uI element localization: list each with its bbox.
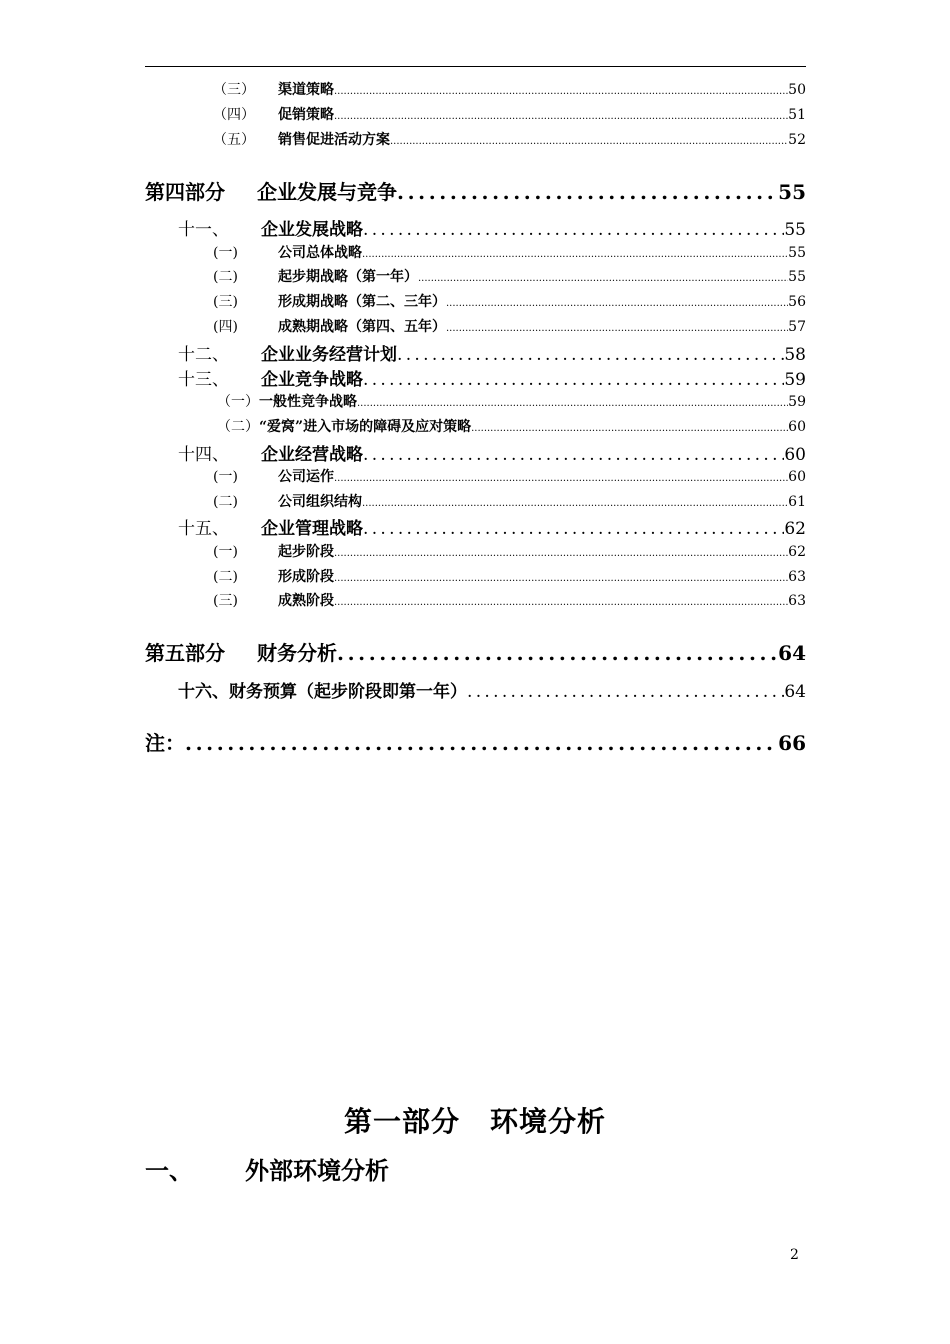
- toc-entry-page: 55: [788, 245, 806, 261]
- toc-entry-page: 56: [788, 294, 806, 310]
- toc-entry-number: (二): [213, 494, 238, 510]
- toc-entry-number: （二）: [217, 419, 259, 435]
- toc-entry-page: 60: [788, 469, 806, 485]
- toc-entry-number: 十四、: [178, 445, 229, 465]
- toc-entry[interactable]: [145, 291, 806, 311]
- toc-entry[interactable]: [145, 242, 806, 262]
- toc-entry-number: (一): [213, 245, 238, 261]
- toc-entry-page: 58: [784, 345, 806, 365]
- toc-entry-page: 59: [788, 394, 806, 410]
- toc-dot-leader: [446, 323, 788, 334]
- toc-dot-leader: [337, 641, 778, 665]
- toc-dot-leader: [334, 597, 788, 608]
- toc-entry-page: 51: [788, 107, 806, 123]
- toc-entry-title: 公司运作: [278, 469, 334, 485]
- toc-entry-title: 企业竞争战略: [261, 370, 363, 390]
- toc-chapter-entry[interactable]: [145, 514, 806, 539]
- toc-entry-number: 十五、: [178, 519, 229, 539]
- toc-entry-page: 55: [788, 269, 806, 285]
- toc-entry-number: (一): [213, 469, 238, 485]
- toc-dot-leader: [446, 298, 788, 309]
- toc-dot-leader: [363, 370, 784, 390]
- toc-entry-page: 62: [784, 519, 806, 539]
- toc-entry-page: 60: [784, 445, 806, 465]
- toc-entry-page: 59: [784, 370, 806, 390]
- toc-entry-number: 十二、: [178, 345, 229, 365]
- toc-entry-title: 公司总体战略: [278, 245, 362, 261]
- toc-dot-leader: [362, 498, 788, 509]
- part-heading: [0, 1100, 950, 1140]
- toc-part-entry[interactable]: [145, 176, 806, 202]
- toc-entry-title: 起步阶段: [278, 544, 334, 560]
- chapter-heading: [145, 1151, 389, 1186]
- toc-entry-title: 十六、财务预算（起步阶段即第一年）: [178, 682, 467, 702]
- toc-entry-page: 60: [788, 419, 806, 435]
- toc-entry[interactable]: [145, 590, 806, 610]
- toc-entry-number: (三): [213, 294, 238, 310]
- part-heading-title: 环境分析: [490, 1105, 607, 1138]
- toc-entry-number: (一): [213, 544, 238, 560]
- toc-entry[interactable]: [145, 391, 806, 411]
- toc-chapter-entry[interactable]: [145, 440, 806, 465]
- toc-dot-leader: [185, 731, 778, 755]
- toc-dot-leader: [334, 548, 788, 559]
- toc-entry-title: 一般性竞争战略: [259, 394, 357, 410]
- toc-entry-number: (三): [213, 593, 238, 609]
- toc-entry-page: 55: [778, 180, 806, 204]
- toc-entry-title: 财务分析: [257, 641, 337, 665]
- part-heading-number: 第一部分: [343, 1105, 460, 1138]
- toc-entry-title: 形成期战略（第二、三年）: [278, 294, 446, 310]
- toc-entry-title: 公司组织结构: [278, 494, 362, 510]
- toc-dot-leader: [334, 86, 788, 97]
- toc-entry-number: （三）: [213, 82, 255, 98]
- toc-dot-leader: [363, 220, 784, 240]
- toc-dot-leader: [363, 445, 784, 465]
- toc-entry-title: 注：: [145, 731, 185, 755]
- toc-dot-leader: [334, 573, 788, 584]
- toc-entry-page: 63: [788, 593, 806, 609]
- toc-entry-title: 企业管理战略: [261, 519, 363, 539]
- toc-entry[interactable]: [145, 466, 806, 486]
- toc-chapter-entry[interactable]: [145, 215, 806, 240]
- toc-entry-title: “爱窝”进入市场的障碍及应对策略: [259, 419, 472, 435]
- header-rule: [145, 66, 806, 67]
- toc-dot-leader: [397, 345, 784, 365]
- toc-entry-number: （四）: [213, 107, 255, 123]
- toc-part-entry[interactable]: [145, 637, 806, 663]
- toc-entry-page: 63: [788, 569, 806, 585]
- toc-entry[interactable]: [145, 416, 806, 436]
- toc-dot-leader: [334, 111, 788, 122]
- toc-entry-number: (二): [213, 569, 238, 585]
- toc-dot-leader: [397, 180, 778, 204]
- toc-entry-title: 形成阶段: [278, 569, 334, 585]
- toc-dot-leader: [471, 423, 788, 434]
- toc-entry-page: 52: [788, 132, 806, 148]
- toc-entry-title: 企业经营战略: [261, 445, 363, 465]
- toc-entry[interactable]: [145, 129, 806, 149]
- toc-entry-number: 十三、: [178, 370, 229, 390]
- toc-entry[interactable]: [145, 491, 806, 511]
- toc-entry[interactable]: [145, 266, 806, 286]
- toc-entry-page: 50: [788, 82, 806, 98]
- toc-entry-title: 企业发展战略: [261, 220, 363, 240]
- toc-dot-leader: [363, 519, 784, 539]
- toc-dot-leader: [467, 682, 784, 702]
- toc-entry-number: 第五部分: [145, 641, 225, 665]
- chapter-heading-number: 一、: [145, 1156, 193, 1185]
- toc-dot-leader: [334, 473, 788, 484]
- toc-dot-leader: [390, 136, 788, 147]
- toc-entry-title: 成熟期战略（第四、五年）: [278, 319, 446, 335]
- toc-chapter-entry[interactable]: [145, 340, 806, 365]
- toc-entry[interactable]: [145, 104, 806, 124]
- toc-entry-title: 企业业务经营计划: [261, 345, 397, 365]
- toc-entry-page: 62: [788, 544, 806, 560]
- toc-entry-title: 销售促进活动方案: [278, 132, 390, 148]
- toc-entry-page: 57: [788, 319, 806, 335]
- toc-chapter-entry[interactable]: [145, 677, 806, 702]
- toc-entry-number: （一）: [217, 394, 259, 410]
- toc-note-entry[interactable]: [145, 727, 806, 753]
- toc-entry-title: 渠道策略: [278, 82, 334, 98]
- chapter-heading-title: 外部环境分析: [245, 1156, 389, 1185]
- toc-entry-page: 61: [788, 494, 806, 510]
- toc-entry-page: 64: [784, 682, 806, 702]
- toc-entry-page: 66: [778, 731, 806, 755]
- toc-entry-number: 十一、: [178, 220, 229, 240]
- toc-entry-title: 促销策略: [278, 107, 334, 123]
- page-number: 2: [790, 1247, 799, 1263]
- toc-entry-page: 55: [784, 220, 806, 240]
- toc-entry-number: （五）: [213, 132, 255, 148]
- toc-dot-leader: [357, 398, 788, 409]
- toc-entry-number: (二): [213, 269, 238, 285]
- toc-entry[interactable]: [145, 316, 806, 336]
- toc-entry-number: (四): [213, 319, 238, 335]
- toc-chapter-entry[interactable]: [145, 365, 806, 390]
- toc-entry-title: 起步期战略（第一年）: [278, 269, 418, 285]
- toc-dot-leader: [362, 249, 788, 260]
- toc-dot-leader: [418, 273, 788, 284]
- toc-entry-title: 企业发展与竞争: [257, 180, 397, 204]
- toc-entry-page: 64: [778, 641, 806, 665]
- toc-entry-number: 第四部分: [145, 180, 225, 204]
- toc-entry[interactable]: [145, 79, 806, 99]
- toc-entry-title: 成熟阶段: [278, 593, 334, 609]
- toc-entry[interactable]: [145, 541, 806, 561]
- toc-entry[interactable]: [145, 566, 806, 586]
